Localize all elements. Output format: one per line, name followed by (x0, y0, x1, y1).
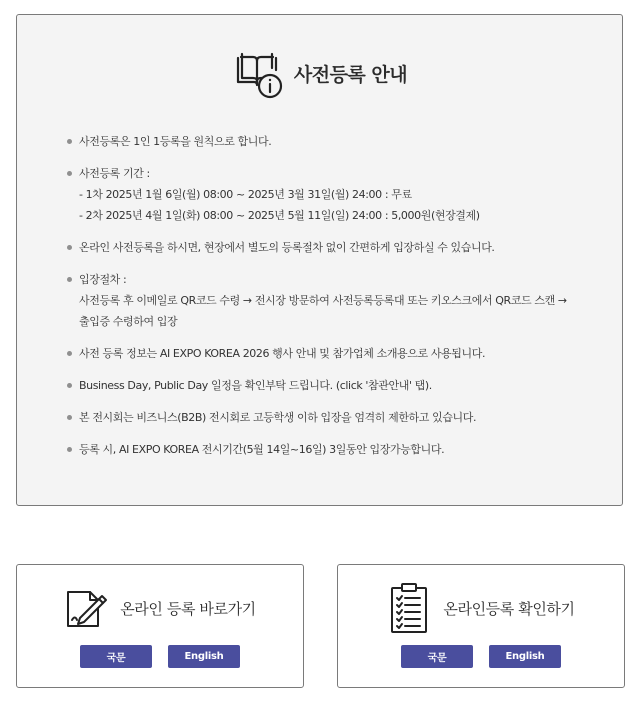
confirm-korean-button[interactable]: 국문 (401, 645, 473, 668)
notice-line: - 1차 2025년 1월 6일(월) 08:00 ~ 2025년 3월 31일(월) 24:00 : 무료 (79, 188, 412, 201)
online-confirm-title: 온라인등록 확인하기 (443, 599, 575, 618)
notice-line: 출입증 수령하여 입장 (79, 315, 178, 328)
register-english-button[interactable]: English (168, 645, 240, 668)
info-title: 사전등록 안내 (293, 63, 408, 86)
confirm-english-button[interactable]: English (489, 645, 561, 668)
online-register-title: 온라인 등록 바로가기 (120, 599, 256, 618)
registration-info-panel (16, 14, 623, 506)
notice-item (65, 163, 605, 226)
online-confirm-card (337, 564, 625, 688)
online-confirm-header (338, 581, 624, 635)
book-info-icon (232, 46, 286, 100)
online-register-card (16, 564, 304, 688)
clipboard-checklist-icon (387, 582, 431, 634)
notice-line: 사전등록 기간 : (79, 167, 150, 180)
notice-list (65, 131, 605, 471)
notice-item (65, 407, 605, 428)
info-header (17, 45, 622, 101)
notice-line: 입장절차 : (79, 273, 127, 286)
notice-line: 사전등록은 1인 1등록을 원칙으로 합니다. (79, 135, 272, 148)
notice-line: 온라인 사전등록을 하시면, 현장에서 별도의 등록절차 없이 간편하게 입장하실 수 있습니다. (79, 241, 495, 254)
notice-item (65, 269, 605, 332)
notice-line: 본 전시회는 비즈니스(B2B) 전시회로 고등학생 이하 입장을 엄격히 제한하고 있습니다. (79, 411, 477, 424)
notice-item (65, 375, 605, 396)
notice-item (65, 343, 605, 364)
notice-item (65, 237, 605, 258)
notice-item (65, 439, 605, 460)
pen-edit-icon (64, 582, 108, 634)
notice-line: 사전등록 후 이메일로 QR코드 수령 → 전시장 방문하여 사전등록등록대 또는 키오스크에서 QR코드 스캔 → (79, 294, 567, 307)
online-register-buttons (17, 645, 303, 668)
register-korean-button[interactable]: 국문 (80, 645, 152, 668)
notice-line: 사전 등록 정보는 AI EXPO KOREA 2026 행사 안내 및 참가업체 소개용으로 사용됩니다. (79, 347, 486, 360)
notice-item (65, 131, 605, 152)
notice-line: - 2차 2025년 4월 1일(화) 08:00 ~ 2025년 5월 11일(일) 24:00 : 5,000원(현장결제) (79, 209, 480, 222)
online-register-header (17, 581, 303, 635)
notice-line: 등록 시, AI EXPO KOREA 전시기간(5월 14일~16일) 3일동안 입장가능합니다. (79, 443, 445, 456)
online-confirm-buttons (338, 645, 624, 668)
notice-line: Business Day, Public Day 일정을 확인부탁 드립니다. (click '참관안내' 탭). (79, 379, 432, 392)
